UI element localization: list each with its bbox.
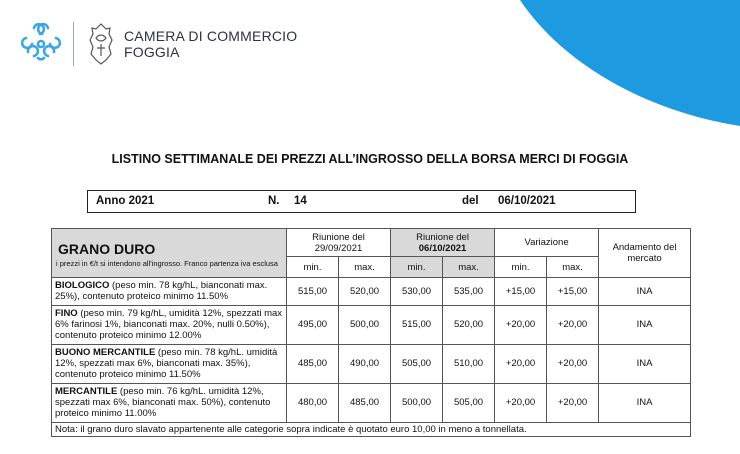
grade-description: BUONO MERCANTILE (peso min. 78 kg/hL. umidità 12%, spezzati max 6%, bianconati max. 35%), contenuto proteico minimo 11.50%	[52, 344, 287, 383]
curr-max-cell: 505,00	[443, 383, 495, 422]
prev-min-cell: 495,00	[287, 305, 339, 344]
curr-min-cell: 505,00	[391, 344, 443, 383]
product-note: i prezzi in €/t si intendono all'ingrosso. Franco partenza iva esclusa	[56, 259, 278, 268]
curr-max-header: max.	[443, 257, 495, 278]
var-max-cell: +15,00	[547, 278, 599, 306]
trend-cell: INA	[599, 305, 691, 344]
logo-divider	[73, 22, 74, 66]
number-label: N.	[268, 195, 280, 207]
org-line-2: FOGGIA	[124, 44, 180, 60]
organization-name	[124, 28, 297, 60]
table-footnote: Nota: il grano duro slavato appartenente alle categorie sopra indicate è quotato euro 10,00 in meno a tonnellata.	[52, 422, 691, 436]
page-title: LISTINO SETTIMANALE DEI PREZZI ALL’INGROSSO DELLA BORSA MERCI DI FOGGIA	[111, 152, 629, 166]
prev-min-cell: 515,00	[287, 278, 339, 306]
var-min-cell: +15,00	[495, 278, 547, 306]
grade-description: BIOLOGICO (peso min. 78 kg/hL, bianconati max. 25%), contenuto proteico minimo 11.50%	[52, 278, 287, 306]
trend-cell: INA	[599, 383, 691, 422]
table-row	[52, 278, 691, 306]
crest-icon	[84, 20, 118, 66]
curr-min-cell: 500,00	[391, 383, 443, 422]
product-header-cell	[52, 229, 287, 278]
trend-cell: INA	[599, 344, 691, 383]
price-table	[51, 228, 691, 437]
curr-max-cell: 520,00	[443, 305, 495, 344]
previous-meeting-header: Riunione del 29/09/2021	[287, 229, 391, 257]
var-max-cell: +20,00	[547, 305, 599, 344]
var-min-cell: +20,00	[495, 305, 547, 344]
number-value: 14	[294, 195, 307, 207]
date-value: 06/10/2021	[498, 195, 556, 207]
year-label: Anno 2021	[96, 195, 155, 207]
var-min-cell: +20,00	[495, 344, 547, 383]
prev-max-header: max.	[339, 257, 391, 278]
var-max-cell: +20,00	[547, 383, 599, 422]
table-row	[52, 305, 691, 344]
curr-min-cell: 515,00	[391, 305, 443, 344]
prev-max-cell: 490,00	[339, 344, 391, 383]
grade-description: MERCANTILE (peso min. 76 kg/hL. umidità 12%, spezzati max 6%, bianconati max. 50%), contenuto proteico minimo 11.00%	[52, 383, 287, 422]
var-min-header: min.	[495, 257, 547, 278]
var-max-cell: +20,00	[547, 344, 599, 383]
current-meeting-header: Riunione del 06/10/2021	[391, 229, 495, 257]
curr-max-cell: 510,00	[443, 344, 495, 383]
prev-min-header: min.	[287, 257, 339, 278]
prev-min-cell: 480,00	[287, 383, 339, 422]
product-name: GRANO DURO	[58, 241, 156, 257]
org-line-1: CAMERA DI COMMERCIO	[124, 28, 298, 44]
curr-max-cell: 535,00	[443, 278, 495, 306]
date-label: del	[462, 195, 479, 207]
curr-min-cell: 530,00	[391, 278, 443, 306]
variation-header: Variazione	[495, 229, 599, 257]
market-trend-header: Andamento del mercato	[599, 229, 691, 278]
var-max-header: max.	[547, 257, 599, 278]
prev-max-cell: 485,00	[339, 383, 391, 422]
prev-max-cell: 520,00	[339, 278, 391, 306]
table-row	[52, 344, 691, 383]
var-min-cell: +20,00	[495, 383, 547, 422]
curr-min-header: min.	[391, 257, 443, 278]
chamber-logo-icon	[18, 20, 64, 66]
table-row	[52, 383, 691, 422]
prev-max-cell: 500,00	[339, 305, 391, 344]
issue-info-box	[87, 190, 636, 213]
prev-min-cell: 485,00	[287, 344, 339, 383]
grade-description: FINO (peso min. 79 kg/hL, umidità 12%, spezzati max 6% farinosi 1%, bianconati max. 20%, nulli 0.50%), contenuto proteico minimo 12.00%	[52, 305, 287, 344]
trend-cell: INA	[599, 278, 691, 306]
